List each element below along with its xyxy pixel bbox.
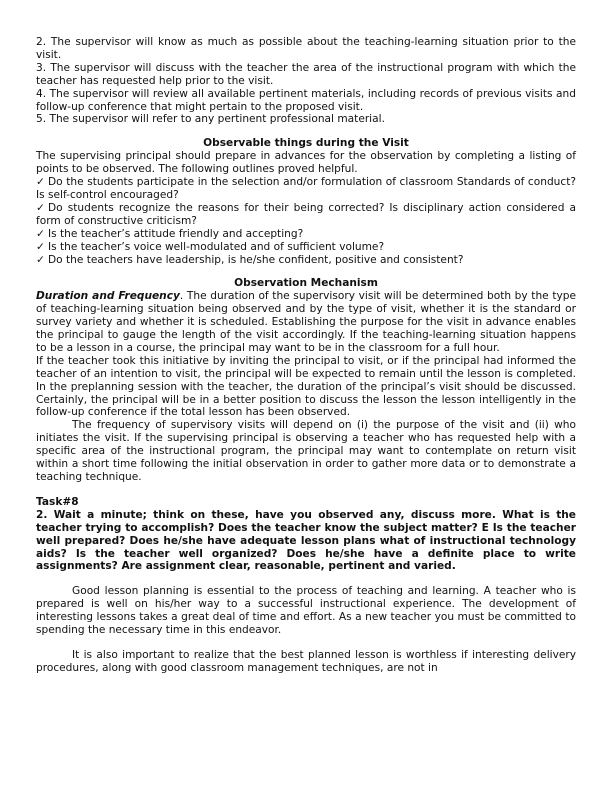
checkmark-icon: ✓ [36,176,45,189]
checkmark-icon: ✓ [36,240,45,253]
lead-term: Duration and Frequency [36,290,180,303]
paragraph-lesson-planning: Good lesson planning is essential to the process of teaching and learning. A teacher who is prepared is well on his/her way to a successful instructional experience. The development of interesting lessons takes a great deal of time and effort. As a new teacher you must be committed to spending the necessary time in this endeavor. [36,585,576,637]
spacer [36,484,576,496]
checklist-item: ✓ Is the teacher’s voice well-modulated and of sufficient volume? [36,240,385,253]
numbered-item-4: 4. The supervisor will review all available pertinent materials, including records of previous visits and follow-up conference that might pertain to the proposed visit. [36,87,576,113]
checkmark-icon: ✓ [36,253,45,266]
checkmark-icon: ✓ [36,227,45,240]
spacer [36,573,576,585]
paragraph-delivery: It is also important to realize that the best planned lesson is worthless if interesting delivery procedures, along with good classroom management techniques, are not in [36,648,576,674]
paragraph-initiative: If the teacher took this initiative by inviting the principal to visit, or if the principal had informed the teacher of an intention to visit, the principal will be expected to remain until the lesson is completed. In the preplanning session with the teacher, the duration of the principal’s visit should be discussed. Certainly, the principal will be in a better position to discuss the lesson the lesson intelligently in the follow-up conference if the total lesson has been observed. [36,354,576,419]
task-title: Task#8 [36,495,79,508]
spacer [36,637,576,649]
section-intro: The supervising principal should prepare in advances for the observation by completing a listing of points to be observed. The following outlines proved helpful. [36,150,576,176]
numbered-item-2: 2. The supervisor will know as much as possible about the teaching-learning situation prior to the visit. [36,36,576,61]
spacer [36,126,576,137]
numbered-item-3: 3. The supervisor will discuss with the teacher the area of the instructional program with which the teacher has requested help prior to the visit. [36,61,576,87]
paragraph-frequency: The frequency of supervisory visits will depend on (i) the purpose of the visit and (ii) who initiates the visit. If the supervising principal is observing a teacher who has requested help with a specific area of the instructional program, the principal may want to contemplate on return visit within a short time following the initial observation in order to gather more data or to demonstrate a teaching technique. [36,419,576,483]
checklist-item: ✓ Do students recognize the reasons for their being corrected? Is disciplinary action considered a form of constructive criticism? [36,201,576,227]
numbered-item-5: 5. The supervisor will refer to any pertinent professional material. [36,113,385,126]
paragraph-duration: Duration and Frequency. The duration of the supervisory visit will be determined both by the type of teaching-learning situation being observed and by the type of visit, whether it is the standard or survey variety and whether it is scheduled. Establishing the purpose for the visit in advance enables the principal to gauge the length of the visit accordingly. If the teaching-learning situation happens to be a lesson in a course, the principal may want to be in the classroom for a full hour. [36,290,576,354]
section-heading-observable: Observable things during the Visit [203,137,409,150]
document-page [36,36,576,675]
checklist-item: ✓ Is the teacher’s attitude friendly and accepting? [36,227,304,240]
spacer [36,266,576,277]
checkmark-icon: ✓ [36,201,45,214]
task-question: 2. Wait a minute; think on these, have you observed any, discuss more. What is the teacher trying to accomplish? Does the teacher know the subject matter? E Is the teacher well prepared? Does he/she have adequate lesson plans what of instructional technology aids? Is the teacher well organized? Does he/she have a definite place to write assignments? Are assignment clear, reasonable, pertinent and varied. [36,508,576,573]
checklist-item: ✓ Do the teachers have leadership, is he/she confident, positive and consistent? [36,253,464,266]
checklist-item: ✓ Do the students participate in the selection and/or formulation of classroom Standards of conduct? Is self-control encouraged? [36,176,576,201]
section-heading-mechanism: Observation Mechanism [234,277,378,290]
